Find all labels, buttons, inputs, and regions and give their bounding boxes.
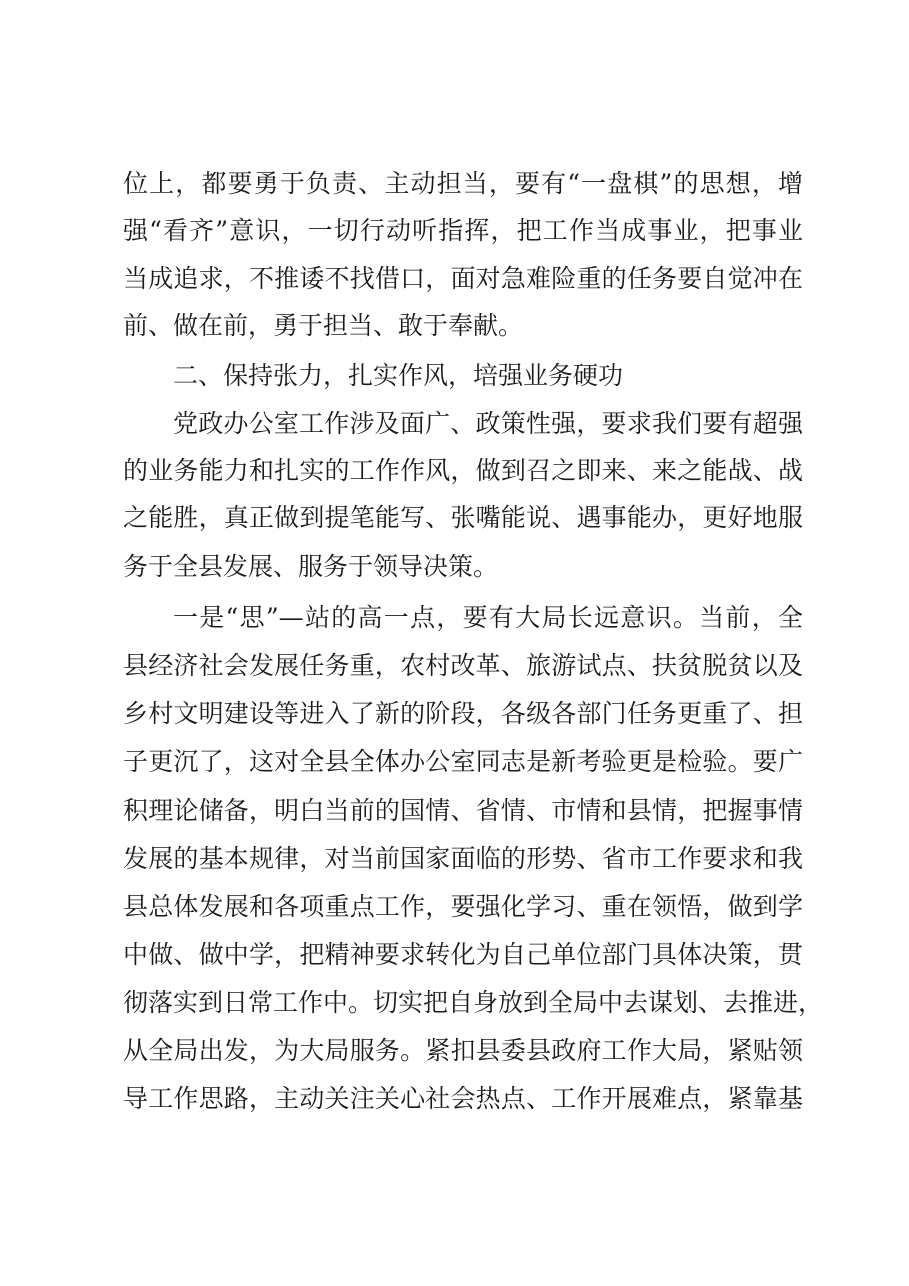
paragraph-first-line: 党政办公室工作涉及面广、政策性强，要求我们要有超强 xyxy=(173,409,803,438)
text-line: 乡村文明建设等进入了新的阶段，各级各部门任务更重了、担 xyxy=(123,699,803,728)
text-line: 中做、做中学，把精神要求转化为自己单位部门具体决策，贯 xyxy=(123,940,803,969)
text-line: 前、做在前，勇于担当、敢于奉献。 xyxy=(123,311,524,340)
text-line: 位上，都要勇于负责、主动担当，要有“一盘棋”的思想，增 xyxy=(123,169,803,198)
text-line: 彻落实到日常工作中。切实把自身放到全局中去谋划、去推进， xyxy=(123,988,824,1017)
text-line: 之能胜，真正做到提笔能写、张嘴能说、遇事能办，更好地服 xyxy=(123,503,803,532)
text-line: 从全局出发，为大局服务。紧扣县委县政府工作大局，紧贴领 xyxy=(123,1036,803,1065)
text-line: 当成追求，不推诿不找借口，面对急难险重的任务要自觉冲在 xyxy=(123,264,803,293)
text-line: 发展的基本规律，对当前国家面临的形势、省市工作要求和我 xyxy=(123,844,803,873)
text-line: 县经济社会发展任务重，农村改革、旅游试点、扶贫脱贫以及 xyxy=(123,651,803,680)
text-line: 积理论储备，明白当前的国情、省情、市情和县情，把握事情 xyxy=(123,796,803,825)
text-line: 务于全县发展、服务于领导决策。 xyxy=(123,552,499,581)
paragraph-first-line: 一是“思”—站的高一点，要有大局长远意识。当前，全 xyxy=(173,603,803,632)
text-line: 导工作思路，主动关注关心社会热点、工作开展难点，紧靠基 xyxy=(123,1084,803,1113)
text-line: 县总体发展和各项重点工作，要强化学习、重在领悟，做到学 xyxy=(123,892,803,921)
text-line: 的业务能力和扎实的工作作风，做到召之即来、来之能战、战 xyxy=(123,456,803,485)
text-line: 强“看齐”意识，一切行动听指挥，把工作当成事业，把事业 xyxy=(123,216,803,245)
section-heading: 二、保持张力，扎实作风，培强业务硬功 xyxy=(173,361,624,390)
text-line: 子更沉了，这对全县全体办公室同志是新考验更是检验。要广 xyxy=(123,747,803,776)
